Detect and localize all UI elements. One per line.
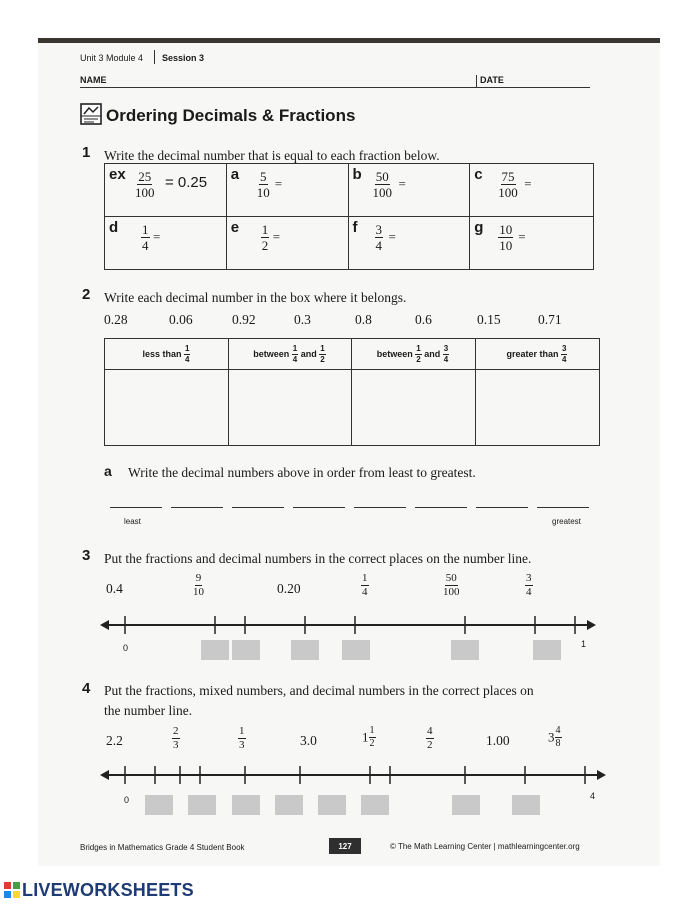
q3-number: 3 [82, 547, 91, 564]
cell-fraction: $\frac{3}{4}$ [375, 222, 382, 253]
date-label: DATE [480, 75, 504, 85]
header-greater-than-three-quarters: greater than $\frac{3}{4}$ [506, 343, 567, 364]
order-blank[interactable] [537, 507, 589, 508]
q4-item: 1 $\frac{1}{2}$ [362, 725, 375, 749]
cell-letter: a [230, 166, 240, 183]
q4-number-line [100, 762, 610, 792]
q4-answer-box[interactable] [361, 795, 389, 815]
header-less-than-quarter: less than $\frac{1}{4}$ [142, 343, 190, 364]
decimal-item: 0.06 [169, 312, 193, 327]
q4-start-label: 0 [124, 795, 130, 805]
order-blank[interactable] [232, 507, 284, 508]
page-title: Ordering Decimals & Fractions [106, 106, 356, 125]
q2-text: Write each decimal number in the box where it belongs. [104, 290, 407, 305]
decimal-item: 0.6 [415, 312, 432, 327]
worksheet-icon [80, 103, 102, 130]
order-blank[interactable] [171, 507, 223, 508]
drop-box-quarter-to-half[interactable] [229, 370, 351, 445]
q4-answer-box[interactable] [232, 795, 260, 815]
equals-sign: = [153, 229, 161, 244]
q1-cell-ex[interactable] [105, 164, 227, 217]
q4-item: $\frac{2}{3}$ [173, 725, 179, 751]
q1-text: Write the decimal number that is equal to each fraction below. [104, 148, 440, 163]
drop-box-half-to-three-quarters[interactable] [352, 370, 475, 445]
cell-letter: f [352, 219, 358, 236]
header-half-to-three-quarters: between $\frac{1}{2}$ and $\frac{3}{4}$ [376, 343, 449, 364]
q4-answer-box[interactable] [512, 795, 540, 815]
q4-item: 3 $\frac{4}{8}$ [548, 725, 561, 749]
order-blank[interactable] [110, 507, 162, 508]
decimal-item: 0.8 [355, 312, 372, 327]
date-divider [476, 75, 477, 87]
q3-text: Put the fractions and decimal numbers in the correct places on the number line. [104, 551, 532, 566]
greatest-label: greatest [552, 517, 581, 526]
q3-end-label: 1 [581, 639, 587, 649]
q2-sort-table [104, 338, 600, 446]
q4-text-line1: Put the fractions, mixed numbers, and decimal numbers in the correct places on [104, 683, 534, 698]
q1-cell-a[interactable] [226, 164, 348, 217]
order-blank[interactable] [354, 507, 406, 508]
q3-number-line [100, 612, 600, 642]
q3-answer-box[interactable] [342, 640, 370, 660]
q1-cell-d[interactable] [105, 217, 227, 270]
q1-cell-f[interactable] [348, 217, 470, 270]
q3-item: $\frac{3}{4}$ [526, 572, 532, 598]
q4-item: $\frac{1}{3}$ [239, 725, 245, 751]
q3-item: $\frac{50}{100}$ [443, 572, 460, 598]
q1-table [104, 163, 594, 270]
q3-item: 0.20 [277, 581, 301, 596]
header-divider [154, 50, 155, 64]
decimal-item: 0.92 [232, 312, 256, 327]
equals-sign: = [518, 229, 526, 244]
cell-fraction: $\frac{25}{100}$ [135, 169, 155, 200]
footer-copyright: © The Math Learning Center | mathlearningcenter.org [390, 842, 580, 851]
q1-cell-c[interactable] [470, 164, 594, 217]
q4-answer-box[interactable] [275, 795, 303, 815]
unit-label: Unit 3 Module 4 [80, 53, 144, 63]
cell-letter: b [352, 166, 362, 183]
least-label: least [124, 517, 141, 526]
q3-answer-box[interactable] [232, 640, 260, 660]
liveworksheets-logo-icon [4, 882, 20, 903]
decimal-item: 0.15 [477, 312, 501, 327]
cell-letter: ex [109, 166, 126, 183]
q4-item: 3.0 [300, 733, 317, 748]
cell-letter: e [230, 219, 240, 236]
q3-answer-box[interactable] [291, 640, 319, 660]
example-answer: = 0.25 [165, 174, 208, 191]
q2a-text: Write the decimal numbers above in order from least to greatest. [128, 465, 476, 480]
q1-cell-g[interactable] [470, 217, 594, 270]
q3-answer-box[interactable] [451, 640, 479, 660]
q4-answer-box[interactable] [318, 795, 346, 815]
q4-item: $\frac{4}{2}$ [427, 725, 433, 751]
liveworksheets-brand: LIVEWORKSHEETS [22, 880, 194, 900]
decimal-item: 0.71 [538, 312, 562, 327]
cell-fraction: $\frac{5}{10}$ [256, 169, 270, 200]
q1-number: 1 [82, 144, 91, 161]
cell-fraction: $\frac{1}{2}$ [261, 222, 269, 253]
order-blank[interactable] [293, 507, 345, 508]
equals-sign: = [272, 229, 281, 244]
q3-answer-box[interactable] [533, 640, 561, 660]
cell-fraction: $\frac{10}{10}$ [499, 222, 513, 253]
cell-letter: c [474, 166, 483, 183]
q2a-letter: a [104, 463, 112, 479]
decimal-item: 0.3 [294, 312, 311, 327]
cell-fraction: $\frac{50}{100}$ [372, 169, 392, 200]
name-line [80, 87, 590, 88]
q1-cell-b[interactable] [348, 164, 470, 217]
cell-letter: d [109, 219, 119, 236]
drop-box-greater-than-three-quarters[interactable] [476, 370, 599, 445]
q3-item: $\frac{9}{10}$ [193, 572, 204, 598]
scan-top-edge [38, 38, 660, 43]
q3-item: $\frac{1}{4}$ [362, 572, 368, 598]
q3-start-label: 0 [123, 643, 129, 653]
q4-text-line2: the number line. [104, 703, 193, 718]
q4-item: 2.2 [106, 733, 123, 748]
q3-item: 0.4 [106, 581, 123, 596]
header-quarter-to-half: between $\frac{1}{4}$ and $\frac{1}{2}$ [253, 343, 325, 364]
session-label: Session 3 [162, 53, 205, 63]
q1-cell-e[interactable] [226, 217, 348, 270]
equals-sign: = [524, 176, 532, 191]
q4-answer-box[interactable] [452, 795, 480, 815]
equals-sign: = [398, 176, 406, 191]
equals-sign: = [274, 176, 283, 191]
name-label: NAME [80, 75, 107, 85]
q2-number: 2 [82, 286, 91, 303]
q3-answer-box[interactable] [201, 640, 229, 660]
cell-letter: g [474, 219, 484, 236]
order-blank[interactable] [415, 507, 467, 508]
cell-fraction: $\frac{1}{4}$ [142, 222, 149, 253]
q4-end-label: 4 [590, 791, 596, 801]
equals-sign: = [388, 229, 396, 244]
decimal-item: 0.28 [104, 312, 128, 327]
order-blank[interactable] [476, 507, 528, 508]
q4-item: 1.00 [486, 733, 510, 748]
q4-answer-box[interactable] [145, 795, 173, 815]
drop-box-less-than-quarter[interactable] [105, 370, 228, 445]
q4-number: 4 [82, 680, 91, 697]
cell-fraction: $\frac{75}{100}$ [498, 169, 518, 200]
footer-book-title: Bridges in Mathematics Grade 4 Student Book [80, 843, 245, 852]
page-number: 127 [329, 838, 361, 854]
q4-answer-box[interactable] [188, 795, 216, 815]
